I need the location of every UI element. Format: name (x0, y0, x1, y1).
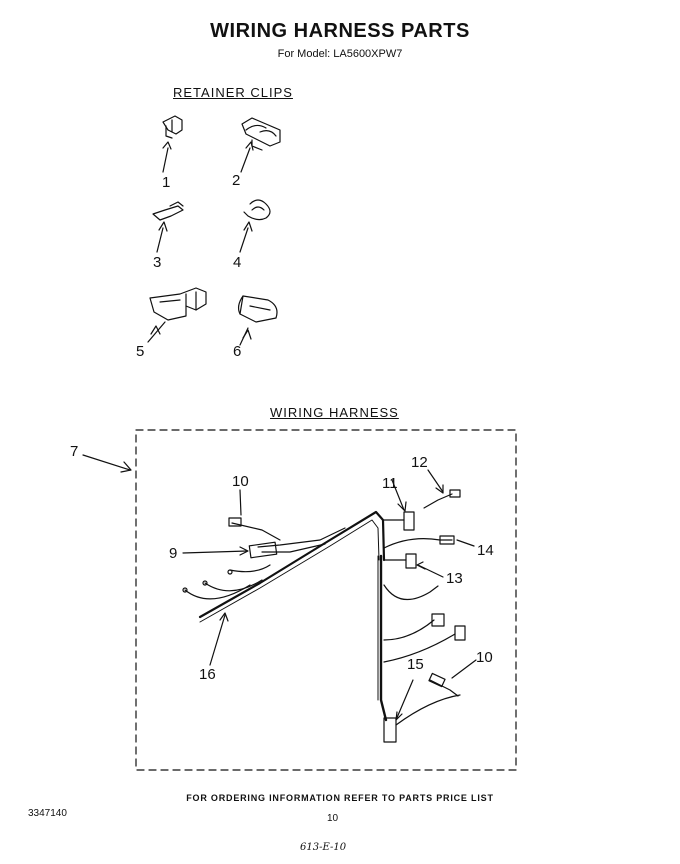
lower-connector-b (455, 626, 465, 640)
ordering-info-note: FOR ORDERING INFORMATION REFER TO PARTS PRICE LIST (186, 793, 494, 803)
clip-6-drawing (239, 296, 277, 345)
callout-10-lower: 10 (476, 649, 493, 666)
connector-15 (384, 718, 396, 742)
model-line: For Model: LA5600XPW7 (277, 48, 403, 60)
callout-12: 12 (411, 454, 428, 471)
callout-9-leader (183, 551, 247, 553)
callout-12-leader (428, 470, 443, 492)
clip-1-drawing (163, 116, 182, 172)
callout-15: 15 (407, 656, 424, 673)
retainer-clips-title: RETAINER CLIPS (173, 85, 293, 100)
harness-trunk (200, 512, 384, 617)
callout-3: 3 (153, 254, 162, 271)
callout-9: 9 (169, 545, 178, 562)
callout-6: 6 (233, 343, 242, 360)
page-title: WIRING HARNESS PARTS (210, 20, 470, 42)
callout-10a-leader (240, 490, 241, 515)
clip-5-drawing (148, 288, 206, 342)
callout-14: 14 (477, 542, 494, 559)
terminal-10b (429, 673, 445, 686)
callout-10-upper: 10 (232, 473, 249, 490)
callout-5: 5 (136, 343, 145, 360)
callout-1: 1 (162, 174, 171, 191)
clip-2-drawing (241, 118, 280, 172)
callout-10b-leader (452, 660, 476, 678)
callout-7: 7 (70, 443, 79, 460)
handwritten-code: 613-E-10 (300, 842, 347, 853)
terminal-12 (450, 490, 460, 497)
connector-13 (406, 554, 416, 568)
callout-4: 4 (233, 254, 242, 271)
clip-3-drawing (153, 202, 183, 252)
callout-14-leader (457, 540, 474, 546)
connector-9 (249, 542, 276, 558)
callout-16: 16 (199, 666, 216, 683)
document-number: 3347140 (28, 808, 67, 819)
callout-13: 13 (446, 570, 463, 587)
connector-11 (404, 512, 414, 530)
callout-7-leader (83, 455, 130, 470)
callout-11: 11 (382, 475, 398, 492)
callout-16-leader (210, 615, 225, 665)
page-number: 10 (327, 813, 339, 824)
harness-frame (136, 430, 516, 770)
callout-15-leader (396, 680, 413, 720)
wiring-harness-title: WIRING HARNESS (270, 405, 399, 420)
clip-4-drawing (240, 200, 270, 252)
callout-2: 2 (232, 172, 241, 189)
